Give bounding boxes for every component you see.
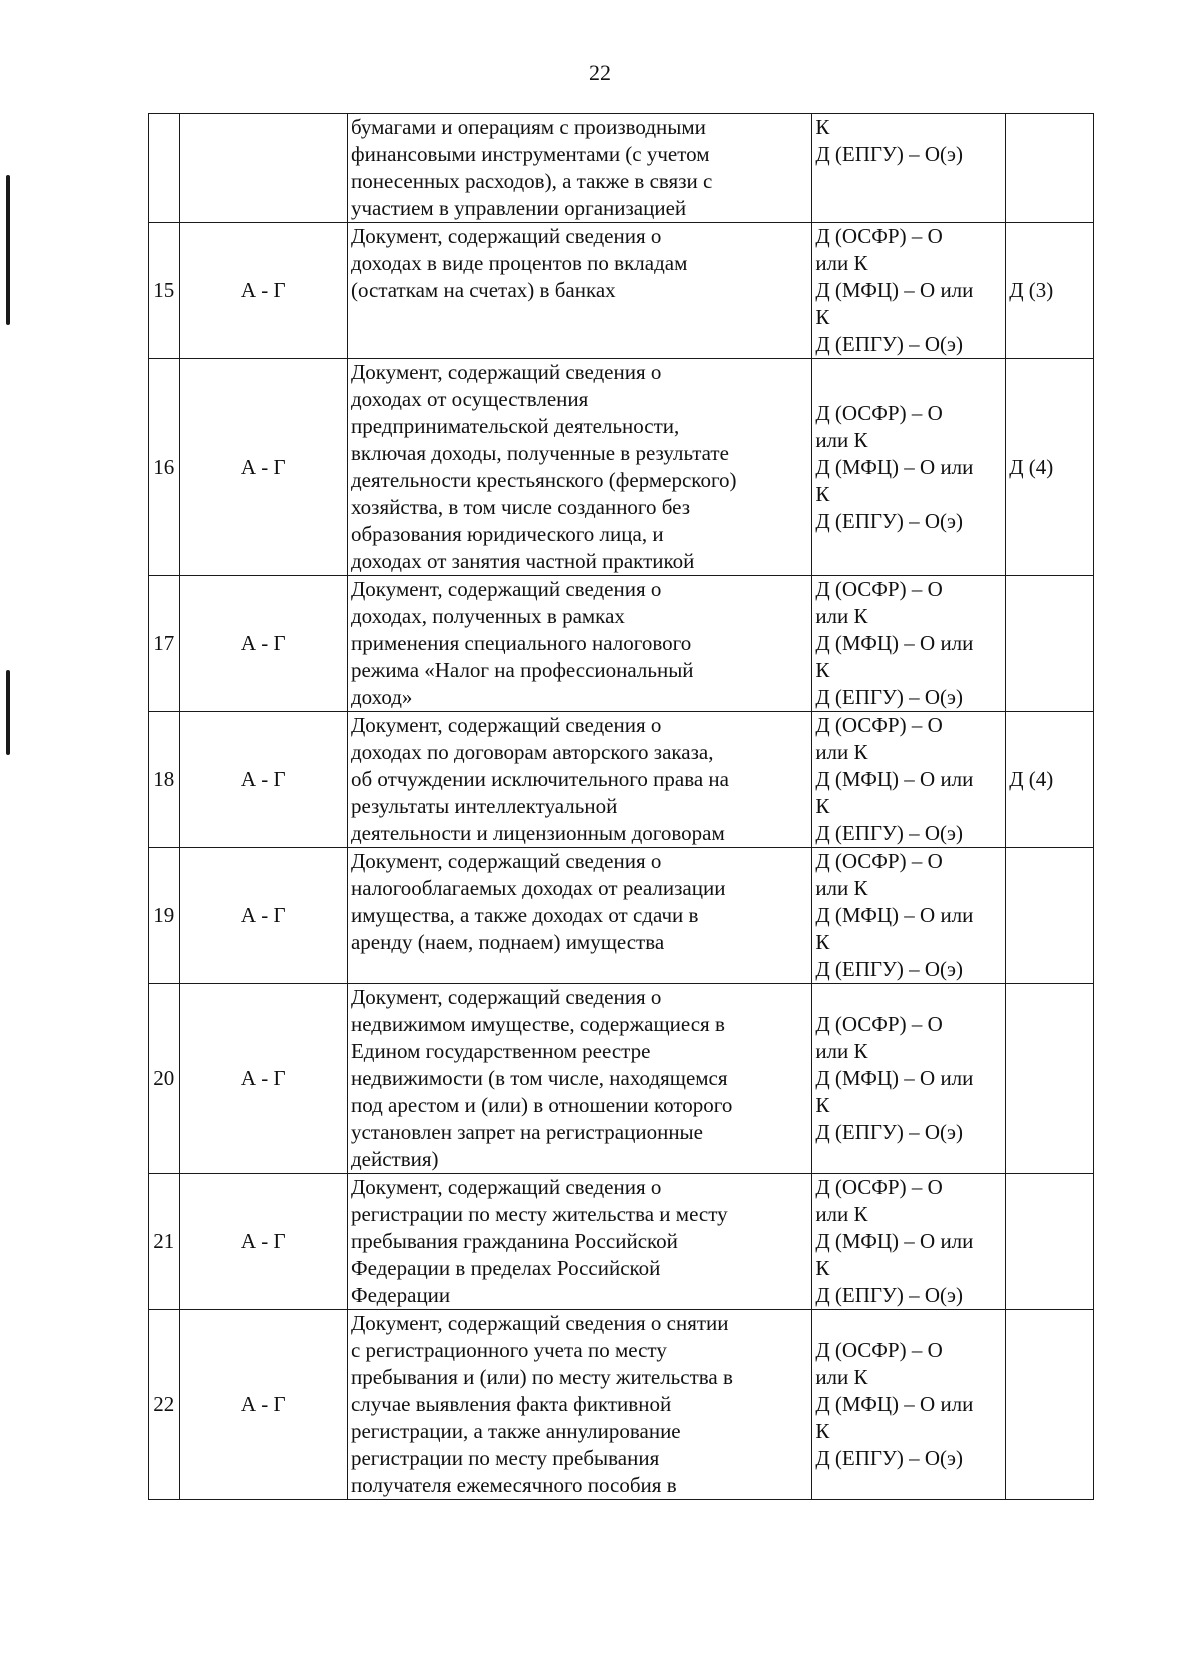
document-line: под арестом и (или) в отношении которого bbox=[350, 1093, 733, 1117]
row-category: А - Г bbox=[179, 576, 347, 712]
document-line: бумагами и операциям с производными bbox=[350, 115, 706, 139]
submission-line: или К bbox=[815, 1202, 868, 1226]
row-category: А - Г bbox=[179, 712, 347, 848]
document-line: недвижимом имуществе, содержащиеся в bbox=[350, 1012, 725, 1036]
row-number: 20 bbox=[149, 984, 180, 1174]
submission-line: К bbox=[815, 930, 830, 954]
document-line: доходах от занятия частной практикой bbox=[350, 549, 695, 573]
submission-line: Д (ОСФР) – О bbox=[815, 224, 943, 248]
document-line: предпринимательской деятельности, bbox=[350, 414, 680, 438]
submission-line: Д (ЕПГУ) – О(э) bbox=[815, 1283, 964, 1307]
row-category: А - Г bbox=[179, 223, 347, 359]
row-note: Д (4) bbox=[1006, 712, 1094, 848]
submission-line: Д (ОСФР) – О bbox=[815, 1175, 943, 1199]
document-line: пребывания гражданина Российской bbox=[350, 1229, 678, 1253]
document-line: Документ, содержащий сведения о bbox=[350, 360, 662, 384]
row-note bbox=[1006, 984, 1094, 1174]
document-line: доходах в виде процентов по вкладам bbox=[350, 251, 688, 275]
submission-line: К bbox=[815, 1256, 830, 1280]
document-line: Документ, содержащий сведения о bbox=[350, 849, 662, 873]
document-line: режима «Налог на профессиональный bbox=[350, 658, 694, 682]
document-line: аренду (наем, поднаем) имущества bbox=[350, 930, 665, 954]
document-line: Федерации bbox=[350, 1283, 451, 1307]
row-document-description bbox=[347, 223, 811, 359]
document-line: Документ, содержащий сведения о bbox=[350, 985, 662, 1009]
row-submission-method bbox=[812, 1174, 1006, 1310]
document-line: результаты интеллектуальной bbox=[350, 794, 618, 818]
row-number: 22 bbox=[149, 1310, 180, 1500]
document-line: регистрации, а также аннулирование bbox=[350, 1419, 681, 1443]
row-submission-method bbox=[812, 223, 1006, 359]
table-row bbox=[149, 1174, 1094, 1310]
submission-line: Д (МФЦ) – О или bbox=[815, 767, 974, 791]
document-line: случае выявления факта фиктивной bbox=[350, 1392, 672, 1416]
document-line: применения специального налогового bbox=[350, 631, 692, 655]
submission-line: или К bbox=[815, 740, 868, 764]
document-line: хозяйства, в том числе созданного без bbox=[350, 495, 691, 519]
scan-mark-top bbox=[6, 175, 10, 325]
submission-line: Д (МФЦ) – О или bbox=[815, 1066, 974, 1090]
submission-line: или К bbox=[815, 1039, 868, 1063]
document-line: Едином государственном реестре bbox=[350, 1039, 651, 1063]
submission-line: Д (ЕПГУ) – О(э) bbox=[815, 1120, 964, 1144]
row-note bbox=[1006, 1310, 1094, 1500]
row-document-description bbox=[347, 1310, 811, 1500]
row-document-description bbox=[347, 984, 811, 1174]
submission-line: Д (ЕПГУ) – О(э) bbox=[815, 142, 964, 166]
row-submission-method bbox=[812, 114, 1006, 223]
submission-line: Д (ОСФР) – О bbox=[815, 577, 943, 601]
submission-line: Д (ЕПГУ) – О(э) bbox=[815, 685, 964, 709]
row-note bbox=[1006, 848, 1094, 984]
submission-line: Д (МФЦ) – О или bbox=[815, 903, 974, 927]
table-row bbox=[149, 114, 1094, 223]
row-number: 17 bbox=[149, 576, 180, 712]
row-category: А - Г bbox=[179, 984, 347, 1174]
submission-line: или К bbox=[815, 876, 868, 900]
row-number: 16 bbox=[149, 359, 180, 576]
document-line: финансовыми инструментами (с учетом bbox=[350, 142, 710, 166]
document-line: установлен запрет на регистрационные bbox=[350, 1120, 703, 1144]
document-line: доходах, полученных в рамках bbox=[350, 604, 625, 628]
document-line: регистрации по месту жительства и месту bbox=[350, 1202, 728, 1226]
document-line: Федерации в пределах Российской bbox=[350, 1256, 661, 1280]
submission-line: или К bbox=[815, 427, 868, 452]
submission-line: Д (ОСФР) – О bbox=[815, 849, 943, 873]
row-number: 21 bbox=[149, 1174, 180, 1310]
document-line: Документ, содержащий сведения о bbox=[350, 1175, 662, 1199]
table-row bbox=[149, 1310, 1094, 1500]
document-line: с регистрационного учета по месту bbox=[350, 1338, 667, 1362]
table-row bbox=[149, 359, 1094, 576]
document-line: понесенных расходов), а также в связи с bbox=[350, 169, 713, 193]
submission-line: или К bbox=[815, 604, 868, 628]
scan-mark-middle bbox=[6, 670, 10, 755]
document-line: доход» bbox=[350, 685, 413, 709]
submission-line: Д (МФЦ) – О или bbox=[815, 1392, 974, 1416]
document-line: (остаткам на счетах) в банках bbox=[350, 278, 616, 302]
submission-line: К bbox=[815, 115, 830, 139]
document-line: доходах по договорам авторского заказа, bbox=[350, 740, 714, 764]
row-submission-method bbox=[812, 359, 1006, 576]
document-line: Документ, содержащий сведения о bbox=[350, 713, 662, 737]
row-number: 18 bbox=[149, 712, 180, 848]
document-line: пребывания и (или) по месту жительства в bbox=[350, 1365, 733, 1389]
table-row bbox=[149, 984, 1094, 1174]
table-row bbox=[149, 223, 1094, 359]
row-document-description bbox=[347, 359, 811, 576]
row-note bbox=[1006, 114, 1094, 223]
row-category: А - Г bbox=[179, 1174, 347, 1310]
document-line: налогооблагаемых доходах от реализации bbox=[350, 876, 726, 900]
row-note bbox=[1006, 1174, 1094, 1310]
submission-line: Д (МФЦ) – О или bbox=[815, 278, 974, 302]
row-category: А - Г bbox=[179, 1310, 347, 1500]
row-note bbox=[1006, 576, 1094, 712]
table-row bbox=[149, 712, 1094, 848]
document-line: имущества, а также доходах от сдачи в bbox=[350, 903, 699, 927]
submission-line: К bbox=[815, 794, 830, 818]
documents-table bbox=[148, 113, 1094, 1500]
submission-line: К bbox=[815, 1419, 830, 1443]
document-line: получателя ежемесячного пособия в bbox=[350, 1473, 677, 1497]
submission-line: Д (ЕПГУ) – О(э) bbox=[815, 1446, 964, 1470]
document-line: деятельности и лицензионным договорам bbox=[350, 821, 725, 845]
document-line: деятельности крестьянского (фермерского) bbox=[350, 468, 737, 492]
document-line: недвижимости (в том числе, находящемся bbox=[350, 1066, 728, 1090]
row-category: А - Г bbox=[179, 359, 347, 576]
document-line: Документ, содержащий сведения о bbox=[350, 224, 662, 248]
row-submission-method bbox=[812, 848, 1006, 984]
submission-line: Д (МФЦ) – О или bbox=[815, 454, 974, 479]
row-category: А - Г bbox=[179, 848, 347, 984]
submission-line: К bbox=[815, 1093, 830, 1117]
submission-line: Д (ОСФР) – О bbox=[815, 1012, 943, 1036]
document-line: действия) bbox=[350, 1147, 439, 1171]
submission-line: Д (МФЦ) – О или bbox=[815, 1229, 974, 1253]
row-category bbox=[179, 114, 347, 223]
row-number: 19 bbox=[149, 848, 180, 984]
row-number: 15 bbox=[149, 223, 180, 359]
row-note: Д (4) bbox=[1006, 359, 1094, 576]
submission-line: К bbox=[815, 305, 830, 329]
submission-line: К bbox=[815, 481, 830, 506]
table-row bbox=[149, 576, 1094, 712]
row-document-description bbox=[347, 576, 811, 712]
row-document-description bbox=[347, 712, 811, 848]
row-document-description bbox=[347, 848, 811, 984]
table-row bbox=[149, 848, 1094, 984]
submission-line: Д (ЕПГУ) – О(э) bbox=[815, 508, 964, 533]
submission-line: Д (ЕПГУ) – О(э) bbox=[815, 332, 964, 356]
row-submission-method bbox=[812, 576, 1006, 712]
submission-line: Д (МФЦ) – О или bbox=[815, 631, 974, 655]
row-submission-method bbox=[812, 984, 1006, 1174]
row-document-description bbox=[347, 114, 811, 223]
document-line: образования юридического лица, и bbox=[350, 522, 664, 546]
document-line: участием в управлении организацией bbox=[350, 196, 687, 220]
documents-table-body bbox=[149, 114, 1094, 1500]
document-line: об отчуждении исключительного права на bbox=[350, 767, 729, 791]
row-number bbox=[149, 114, 180, 223]
row-submission-method bbox=[812, 1310, 1006, 1500]
document-line: Документ, содержащий сведения о bbox=[350, 577, 662, 601]
submission-line: или К bbox=[815, 251, 868, 275]
row-note: Д (3) bbox=[1006, 223, 1094, 359]
submission-line: Д (ЕПГУ) – О(э) bbox=[815, 957, 964, 981]
submission-line: К bbox=[815, 658, 830, 682]
submission-line: Д (ЕПГУ) – О(э) bbox=[815, 821, 964, 845]
row-document-description bbox=[347, 1174, 811, 1310]
row-submission-method bbox=[812, 712, 1006, 848]
document-line: Документ, содержащий сведения о снятии bbox=[350, 1311, 729, 1335]
submission-line: Д (ОСФР) – О bbox=[815, 400, 943, 425]
document-line: регистрации по месту пребывания bbox=[350, 1446, 660, 1470]
submission-line: Д (ОСФР) – О bbox=[815, 713, 943, 737]
submission-line: или К bbox=[815, 1365, 868, 1389]
submission-line: Д (ОСФР) – О bbox=[815, 1338, 943, 1362]
document-line: включая доходы, полученные в результате bbox=[350, 441, 729, 465]
document-line: доходах от осуществления bbox=[350, 387, 589, 411]
page-number: 22 bbox=[589, 60, 611, 85]
